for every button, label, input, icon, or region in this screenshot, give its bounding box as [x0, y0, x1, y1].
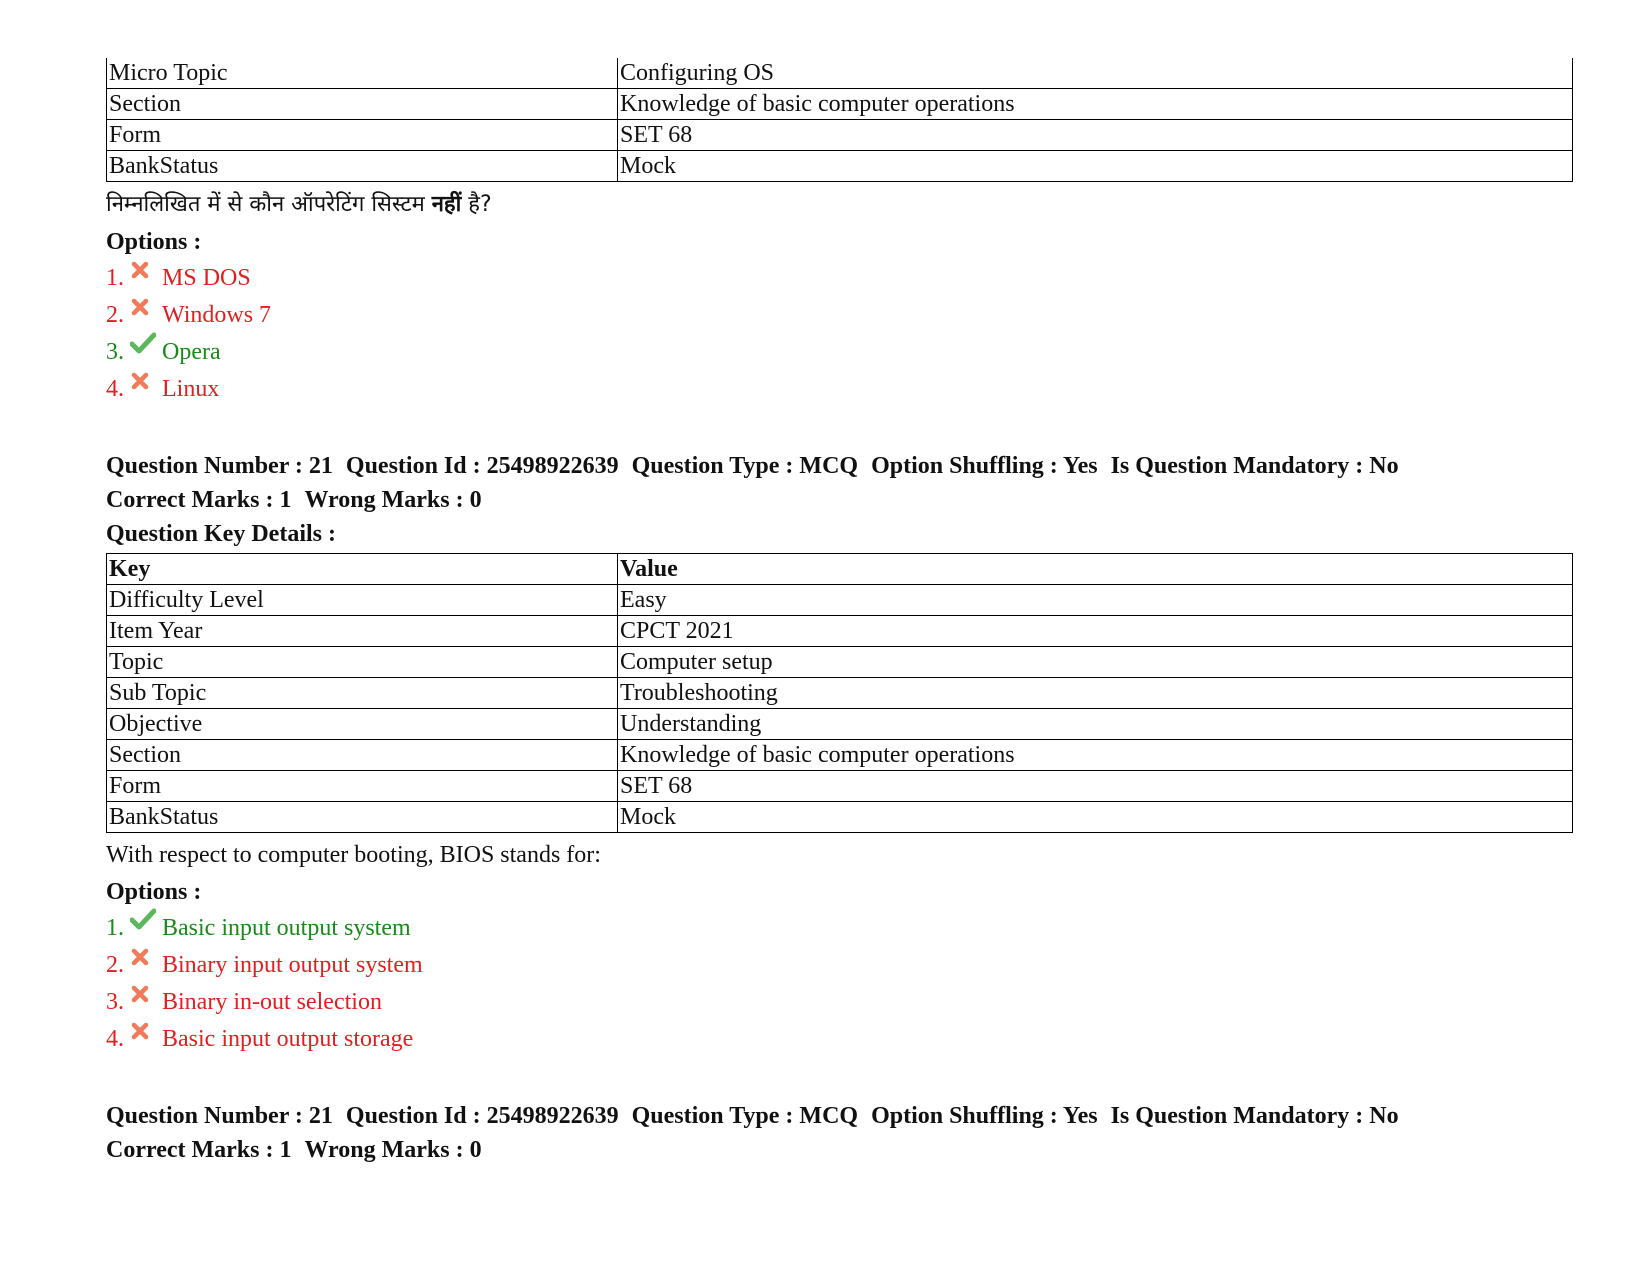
- table-value-cell: SET 68: [618, 771, 1573, 802]
- table-row: [107, 802, 1573, 833]
- option-label: MS DOS: [162, 264, 251, 291]
- checkmark-icon: [130, 905, 160, 935]
- table-key-cell: Section: [107, 740, 618, 771]
- option-item: [106, 1020, 1572, 1057]
- key-details-label: Question Key Details :: [106, 521, 336, 547]
- question-number: Question Number : 21: [106, 1103, 333, 1129]
- option-item: [106, 983, 1572, 1020]
- correct-marks: Correct Marks : 1: [106, 487, 292, 513]
- marks-line: [106, 1133, 1572, 1167]
- question-meta-line: [106, 1099, 1572, 1133]
- option-number: 4.: [106, 375, 124, 402]
- column-header-key: Key: [107, 554, 618, 585]
- table-key-cell: Form: [107, 771, 618, 802]
- correct-marks: Correct Marks : 1: [106, 1137, 292, 1163]
- cross-icon: [130, 1016, 160, 1046]
- table-value-cell: Mock: [618, 151, 1573, 182]
- table-row: [107, 678, 1573, 709]
- question-id: Question Id : 25498922639: [345, 1103, 619, 1129]
- options-label: Options :: [106, 229, 202, 255]
- table-row: [107, 771, 1573, 802]
- table-row: [107, 616, 1573, 647]
- table-key-cell: Sub Topic: [107, 678, 618, 709]
- option-shuffling: Option Shuffling : Yes: [871, 453, 1098, 479]
- question-mandatory: Is Question Mandatory : No: [1110, 1103, 1399, 1129]
- table-value-cell: Computer setup: [618, 647, 1573, 678]
- question-mandatory: Is Question Mandatory : No: [1110, 453, 1399, 479]
- option-item: [106, 946, 1572, 983]
- table-key-cell: Form: [107, 120, 618, 151]
- table-key-cell: Objective: [107, 709, 618, 740]
- wrong-marks: Wrong Marks : 0: [304, 487, 482, 513]
- table-row: [107, 740, 1573, 771]
- table-key-cell: BankStatus: [107, 802, 618, 833]
- option-shuffling: Option Shuffling : Yes: [871, 1103, 1098, 1129]
- table-key-cell: Section: [107, 89, 618, 120]
- table-row: [107, 585, 1573, 616]
- option-label: Basic input output storage: [162, 1025, 414, 1052]
- table-value-cell: Mock: [618, 802, 1573, 833]
- table-row: [107, 120, 1573, 151]
- question-text-part: निम्नलिखित में से कौन ऑपरेटिंग सिस्टम: [106, 192, 432, 217]
- question-id: Question Id : 25498922639: [345, 453, 619, 479]
- option-label: Opera: [162, 338, 221, 365]
- option-number: 2.: [106, 951, 124, 978]
- cross-icon: [130, 979, 160, 1009]
- option-label: Windows 7: [162, 301, 272, 328]
- question-type: Question Type : MCQ: [631, 1103, 859, 1129]
- option-number: 1.: [106, 264, 124, 291]
- option-label: Binary in-out selection: [162, 988, 382, 1015]
- option-item: [106, 370, 1572, 407]
- cross-icon: [130, 366, 160, 396]
- marks-line: [106, 483, 1572, 517]
- option-item: [106, 259, 1572, 296]
- wrong-marks: Wrong Marks : 0: [304, 1137, 482, 1163]
- option-number: 2.: [106, 301, 124, 328]
- question-key-table-continued: [106, 58, 1573, 182]
- table-value-cell: Configuring OS: [618, 58, 1573, 89]
- question-text-part: है?: [461, 192, 492, 217]
- option-item: [106, 909, 1572, 946]
- table-key-cell: Item Year: [107, 616, 618, 647]
- table-value-cell: SET 68: [618, 120, 1573, 151]
- cross-icon: [130, 942, 160, 972]
- table-row: [107, 89, 1573, 120]
- table-value-cell: CPCT 2021: [618, 616, 1573, 647]
- question-text: With respect to computer booting, BIOS stands for:: [106, 842, 601, 868]
- question-number: Question Number : 21: [106, 453, 333, 479]
- table-header-row: [107, 554, 1573, 585]
- table-value-cell: Knowledge of basic computer operations: [618, 740, 1573, 771]
- question-key-table: [106, 553, 1573, 833]
- option-number: 1.: [106, 914, 124, 941]
- table-key-cell: BankStatus: [107, 151, 618, 182]
- table-value-cell: Easy: [618, 585, 1573, 616]
- cross-icon: [130, 292, 160, 322]
- option-label: Binary input output system: [162, 951, 423, 978]
- column-header-value: Value: [618, 554, 1573, 585]
- exam-document: [106, 58, 1572, 1167]
- question-text-hindi: [106, 186, 1572, 223]
- table-key-cell: Difficulty Level: [107, 585, 618, 616]
- option-label: Linux: [162, 375, 220, 402]
- option-item: [106, 333, 1572, 370]
- table-key-cell: Topic: [107, 647, 618, 678]
- table-value-cell: Understanding: [618, 709, 1573, 740]
- table-key-cell: Micro Topic: [107, 58, 618, 89]
- question-text-emphasis: नहीं: [431, 192, 462, 217]
- table-row: [107, 709, 1573, 740]
- table-row: [107, 151, 1573, 182]
- option-number: 4.: [106, 1025, 124, 1052]
- table-row: [107, 647, 1573, 678]
- table-value-cell: Knowledge of basic computer operations: [618, 89, 1573, 120]
- option-label: Basic input output system: [162, 914, 411, 941]
- cross-icon: [130, 255, 160, 285]
- option-number: 3.: [106, 988, 124, 1015]
- option-item: [106, 296, 1572, 333]
- checkmark-icon: [130, 329, 160, 359]
- question-meta-line: [106, 449, 1572, 483]
- options-label: Options :: [106, 879, 202, 905]
- table-row: [107, 58, 1573, 89]
- question-type: Question Type : MCQ: [631, 453, 859, 479]
- option-number: 3.: [106, 338, 124, 365]
- table-value-cell: Troubleshooting: [618, 678, 1573, 709]
